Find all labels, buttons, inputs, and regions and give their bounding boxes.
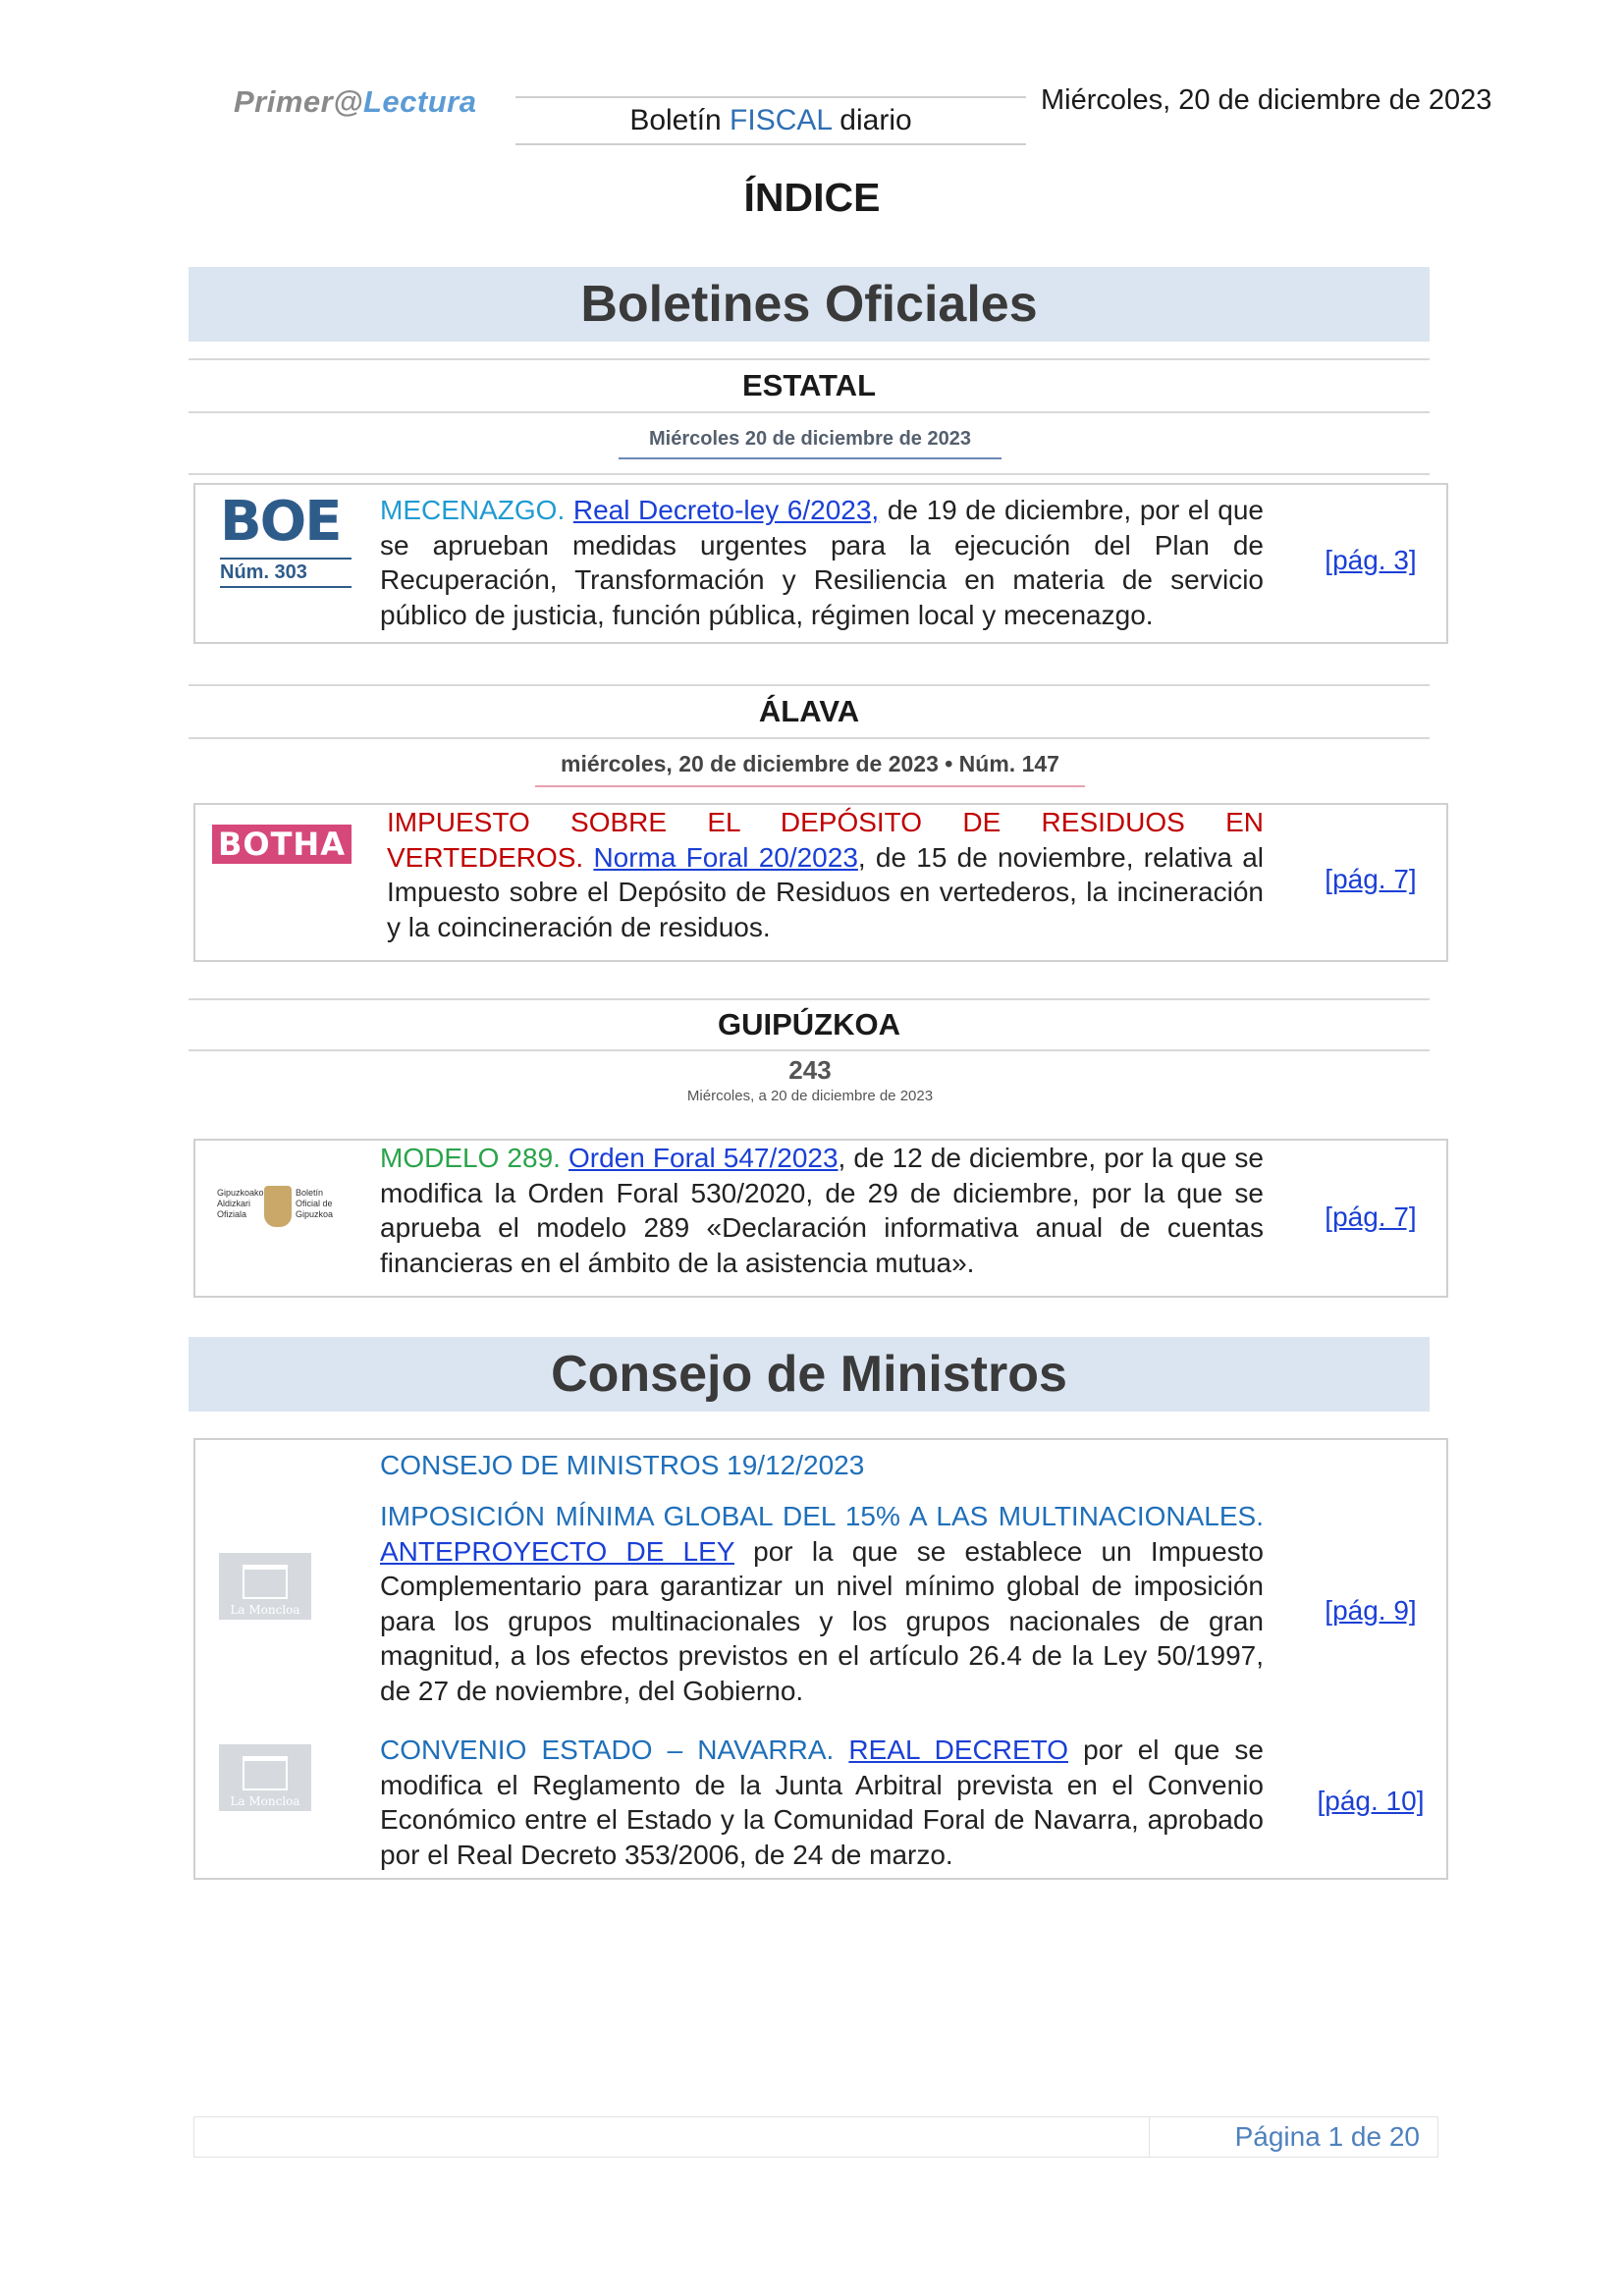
building-icon: [243, 1565, 288, 1599]
consejo-item1-description: por la que se establece un Impuesto Complementario para garantizar un nivel mínimo global de imposición para los grupos multinacionales y los grupos nacionales de gran magnitud, a los efectos previstos en el artículo 26.4 de la Ley 50/1997, de 27 de noviembre, del Gobierno.: [380, 1535, 1264, 1706]
consejo-heading: CONSEJO DE MINISTROS 19/12/2023: [380, 1450, 865, 1480]
boe-logo: [220, 490, 352, 588]
index-title: ÍNDICE: [743, 175, 881, 220]
guipuzkoa-keyword: MODELO 289.: [380, 1143, 561, 1173]
section-consejo: Consejo de Ministros: [189, 1337, 1430, 1412]
moncloa-logo: [219, 1553, 311, 1620]
estatal-description: de 19 de diciembre, por el que se aprueban medidas urgentes para la ejecución del Plan de Recuperación, Transformación y Resiliencia en materia de servicio público de justicia, función pública, régimen local y mecenazgo.: [380, 495, 1264, 630]
boe-logo-num: Núm. 303: [220, 558, 352, 588]
brand-part2: Lectura: [362, 84, 477, 119]
brand-part1: Primer@: [234, 84, 363, 119]
brand-logo: [234, 84, 476, 120]
alava-text: [387, 805, 1264, 944]
title-pre: Boletín: [629, 104, 731, 136]
estatal-text: [380, 493, 1264, 632]
guipuzkoa-description: , de 12 de diciembre, por la que se modifica la Orden Foral 530/2020, de 29 de diciembre, por la que se aprueba el modelo 289 «Declaración informativa anual de cuentas financieras en el ámbito de la asistencia mutua».: [380, 1143, 1265, 1278]
divider: [189, 473, 1430, 475]
entry-estatal: [193, 483, 1448, 644]
section-boletines: Boletines Oficiales: [189, 267, 1430, 342]
alava-link[interactable]: Norma Foral 20/2023: [593, 841, 858, 873]
title-accent: FISCAL: [730, 104, 832, 136]
shield-icon: [264, 1186, 292, 1227]
bog-logo-left: Gipuzkoako Aldizkari Ofiziala: [217, 1188, 264, 1219]
entry-guipuzkoa: [193, 1139, 1448, 1298]
footer-divider: [1149, 2117, 1150, 2157]
guipuzkoa-text: [380, 1141, 1264, 1280]
estatal-page-link[interactable]: [pág. 3]: [1325, 545, 1417, 575]
bog-logo: [217, 1182, 345, 1241]
moncloa-logo: [219, 1744, 311, 1811]
estatal-date-banner: Miércoles 20 de diciembre de 2023: [619, 420, 1001, 459]
alava-description: , de 15 de noviembre, relativa al Impuesto sobre el Depósito de Residuos en vertederos, la incineración y la coincineración de residuos.: [387, 841, 1265, 942]
botha-logo: BOTHA: [212, 825, 352, 864]
guipuzkoa-number: 243: [788, 1055, 832, 1085]
alava-date-banner: miércoles, 20 de diciembre de 2023 • Núm. 147: [535, 744, 1085, 787]
guipuzkoa-date-banner: Miércoles, a 20 de diciembre de 2023: [686, 1088, 934, 1104]
region-guipuzkoa: GUIPÚZKOA: [189, 998, 1430, 1051]
consejo-item1-text: [380, 1499, 1264, 1708]
estatal-link[interactable]: Real Decreto-ley 6/2023,: [572, 495, 880, 525]
consejo-item1-keyword: IMPOSICIÓN MÍNIMA GLOBAL DEL 15% A LAS MULTINACIONALES.: [380, 1501, 1264, 1531]
region-alava: ÁLAVA: [189, 684, 1430, 739]
page-number: Página 1 de 20: [1234, 2121, 1420, 2152]
entry-consejo: [193, 1438, 1448, 1880]
boe-logo-word: BOE: [220, 490, 341, 554]
consejo-item1-page-link[interactable]: [pág. 9]: [1325, 1595, 1417, 1626]
bog-logo-right: Boletín Oficial de Gipuzkoa: [296, 1188, 334, 1219]
consejo-item1-link[interactable]: ANTEPROYECTO DE LEY: [380, 1535, 734, 1567]
guipuzkoa-link[interactable]: Orden Foral 547/2023: [568, 1143, 839, 1173]
consejo-item2-link[interactable]: REAL DECRETO: [848, 1735, 1069, 1765]
consejo-item2-description: por el que se modifica el Reglamento de la Junta Arbitral prevista en el Convenio Económico entre el Estado y la Comunidad Foral de Navarra, aprobado por el Real Decreto 353/2006, de 24 de marzo.: [380, 1735, 1264, 1870]
footer: [193, 2116, 1438, 2158]
consejo-item2-page-link[interactable]: [pág. 10]: [1317, 1786, 1425, 1816]
alava-keyword: IMPUESTO SOBRE EL DEPÓSITO DE RESIDUOS EN VERTEDEROS.: [387, 807, 1264, 873]
estatal-keyword: MECENAZGO.: [380, 495, 566, 525]
title-post: diario: [831, 104, 912, 136]
building-icon: [243, 1756, 288, 1790]
header-date: Miércoles, 20 de diciembre de 2023: [1041, 84, 1492, 116]
consejo-item2-keyword: CONVENIO ESTADO – NAVARRA.: [380, 1735, 835, 1765]
consejo-item2-text: [380, 1733, 1264, 1872]
entry-alava: [193, 803, 1448, 962]
bulletin-title: [515, 96, 1026, 145]
moncloa-label: La Moncloa: [230, 1794, 300, 1808]
moncloa-label: La Moncloa: [230, 1603, 300, 1617]
guipuzkoa-page-link[interactable]: [pág. 7]: [1325, 1201, 1417, 1232]
region-estatal: ESTATAL: [189, 358, 1430, 413]
alava-page-link[interactable]: [pág. 7]: [1325, 864, 1417, 894]
